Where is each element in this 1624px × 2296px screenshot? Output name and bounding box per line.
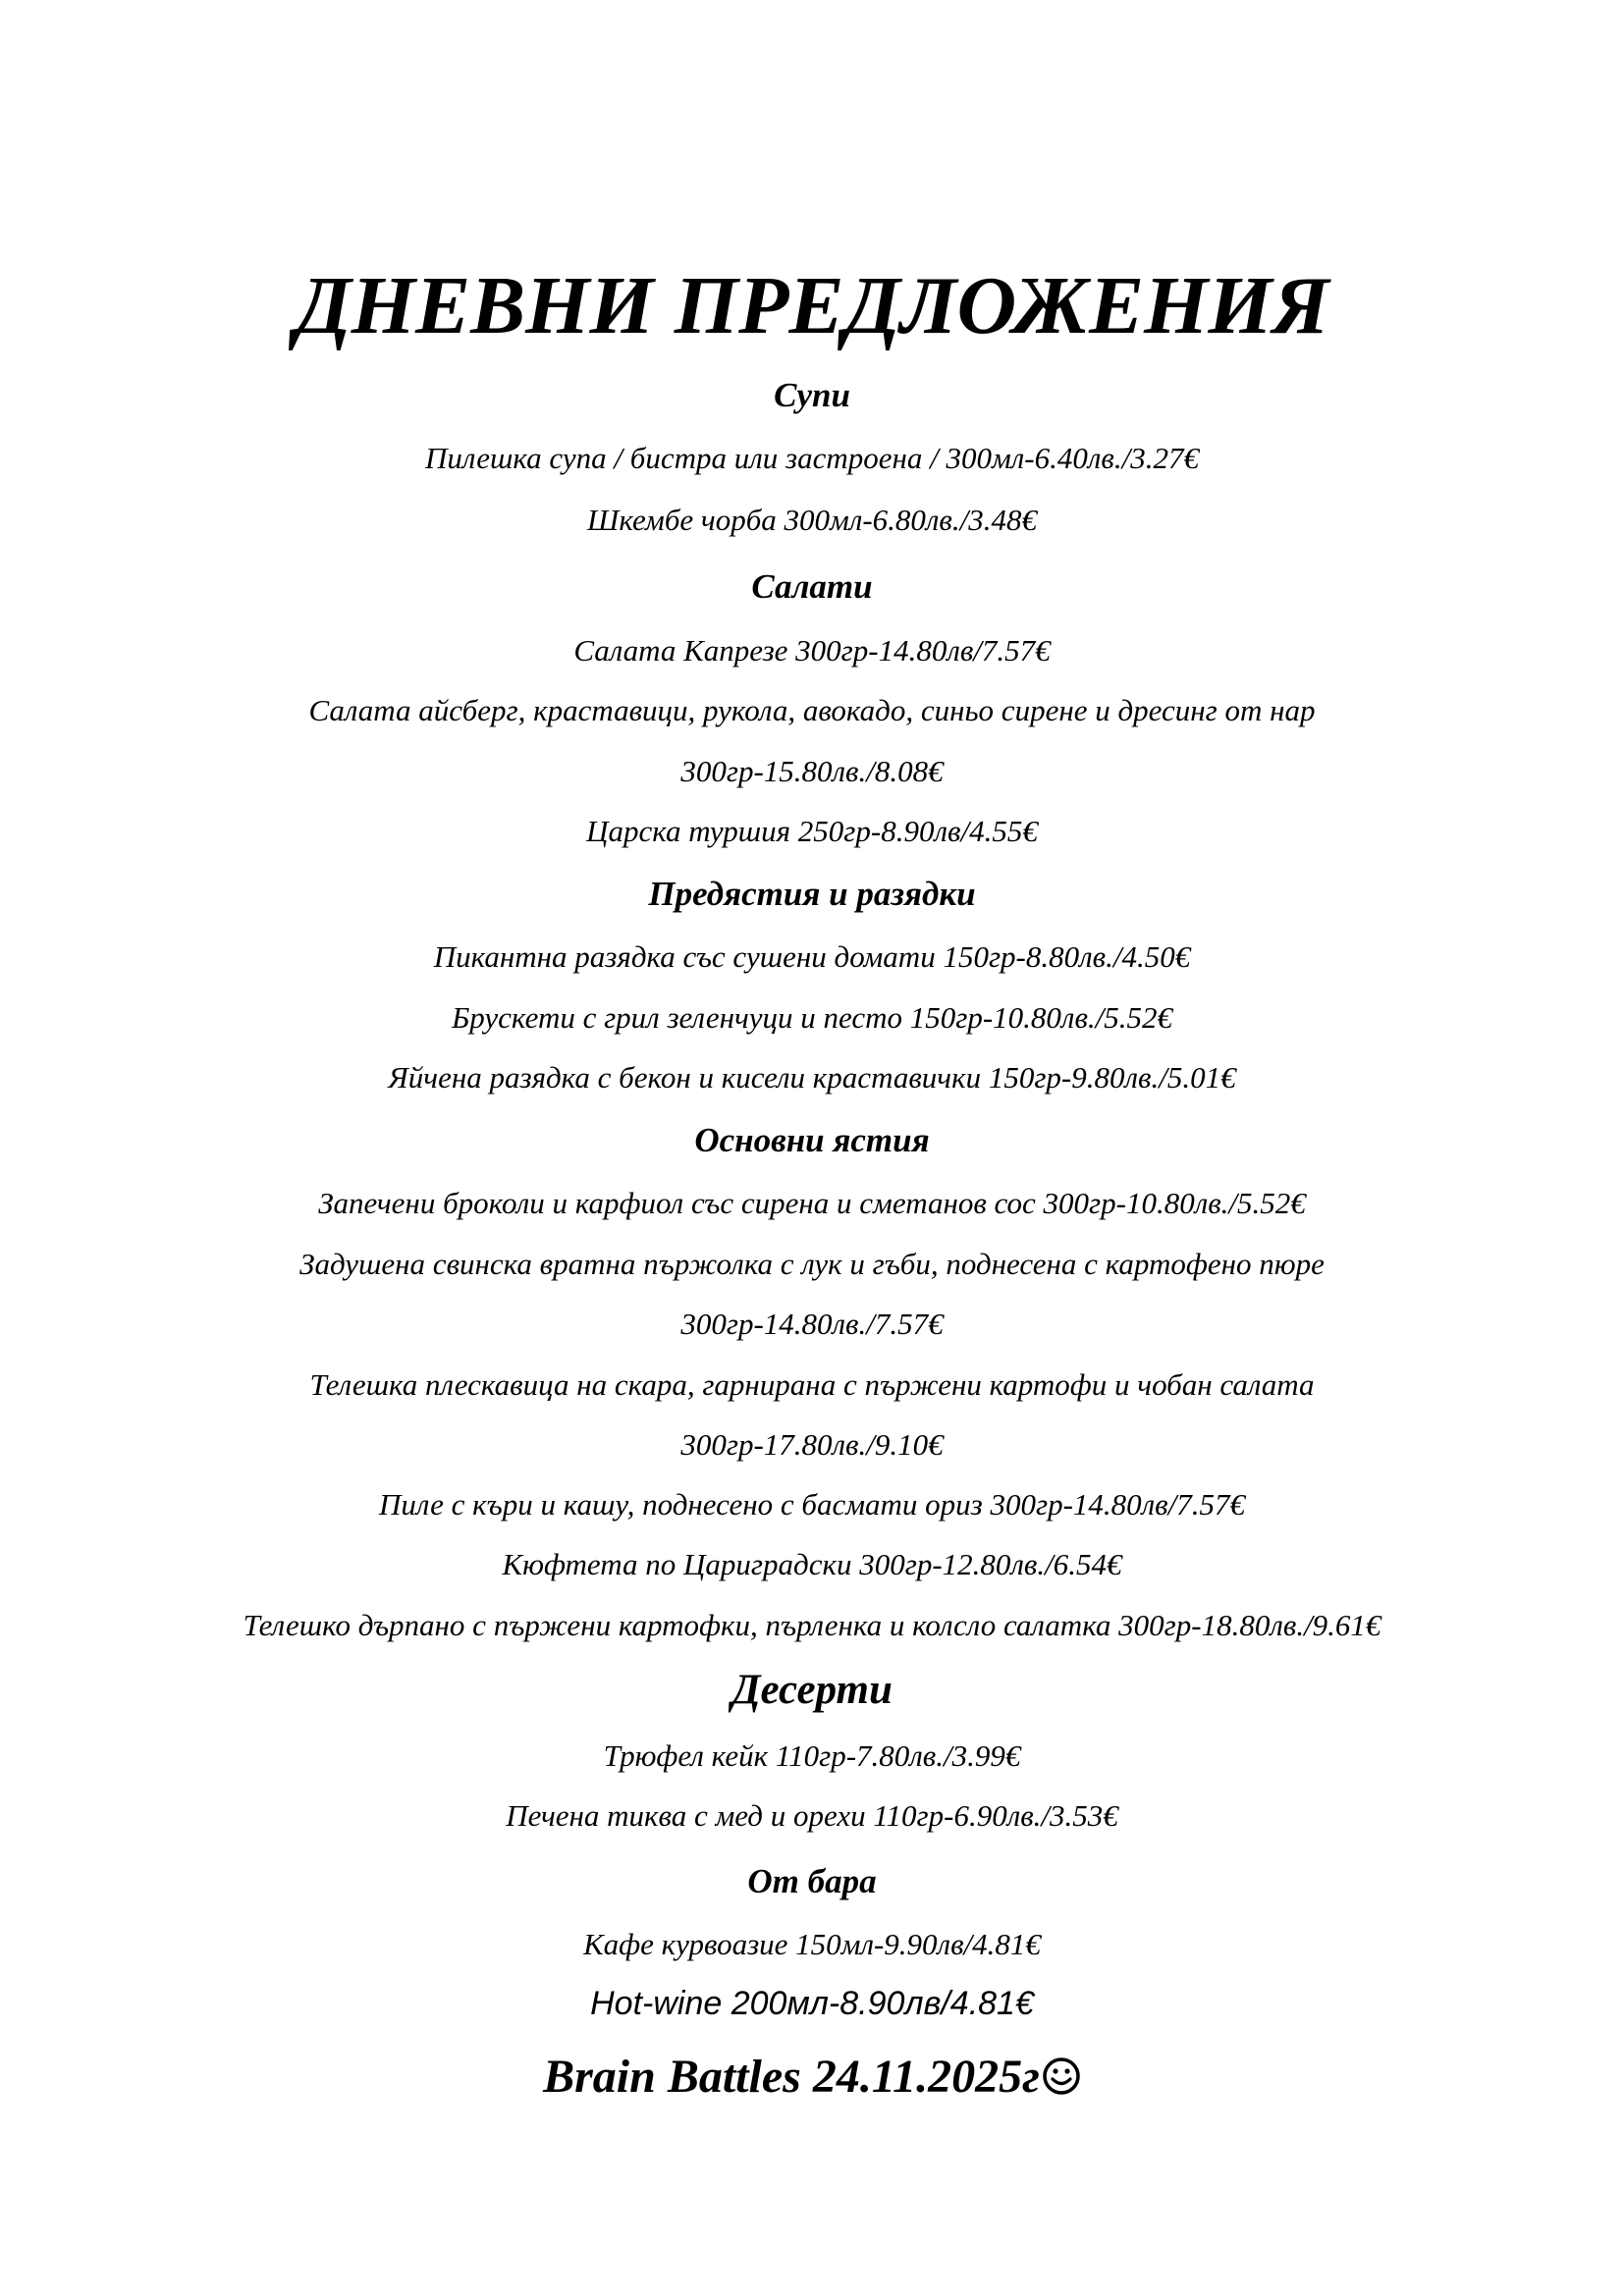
menu-item: Пиле с къри и кашу, поднесено с басмати ориз 300гр-14.80лв/7.57€ [378,1487,1245,1522]
section-heading-bar: От бара [747,1862,877,1900]
menu-item: 300гр-15.80лв./8.08€ [680,754,944,788]
event-footer-text: Brain Battles 24.11.2025г [543,2051,1040,2103]
section-heading-starters: Предястия и разядки [648,875,976,913]
menu-item: Салата айсберг, краставици, рукола, авокадо, синьо сирене и дресинг от нар [308,693,1316,727]
menu-item: 300гр-14.80лв./7.57€ [680,1307,944,1341]
menu-item: Запечени броколи и карфиол със сирена и сметанов сос 300гр-10.80лв./5.52€ [318,1186,1306,1220]
section-heading-soups: Супи [774,376,850,414]
menu-item: Пикантна разядка със сушени домати 150гр-8.80лв./4.50€ [433,939,1191,974]
menu-item: Царска туршия 250гр-8.90лв/4.55€ [586,814,1038,848]
menu-item: Салата Капрезе 300гр-14.80лв/7.57€ [573,633,1051,667]
menu-item: Пилешка супа / бистра или застроена / 300мл-6.40лв./3.27€ [425,441,1199,475]
menu-item: 300гр-17.80лв./9.10€ [680,1427,944,1462]
smiley-icon [1042,2056,1081,2096]
event-footer [0,2051,1624,2103]
menu-item: Телешка плескавица на скара, гарнирана с пържени картофи и чобан салата [309,1367,1315,1402]
section-heading-salads: Салати [751,567,873,606]
menu-item: Задушена свинска вратна пържолка с лук и гъби, поднесена с картофено пюре [299,1247,1325,1281]
menu-item: Брускети с грил зеленчуци и песто 150гр-10.80лв./5.52€ [451,1000,1173,1035]
section-heading-desserts: Десерти [731,1667,893,1713]
menu-item: Трюфел кейк 110гр-7.80лв./3.99€ [603,1738,1021,1773]
menu-item: Шкембе чорба 300мл-6.80лв./3.48€ [586,503,1038,537]
menu-item: Телешко дърпано с пържени картофки, пърленка и колсло салатка 300гр-18.80лв./9.61€ [243,1608,1381,1642]
menu-item: Кюфтета по Цариградски 300гр-12.80лв./6.54€ [502,1547,1122,1581]
menu-item: Hot-wine 200мл-8.90лв/4.81€ [590,1985,1034,2022]
menu-item: Кафе курвоазие 150мл-9.90лв/4.81€ [583,1927,1041,1961]
page-title: ДНЕВНИ ПРЕДЛОЖЕНИЯ [295,260,1329,351]
menu-item: Яйчена разядка с бекон и кисели краставички 150гр-9.80лв./5.01€ [388,1060,1236,1095]
menu-item: Печена тиква с мед и орехи 110гр-6.90лв./3.53€ [506,1798,1118,1833]
section-heading-mains: Основни ястия [694,1121,930,1159]
